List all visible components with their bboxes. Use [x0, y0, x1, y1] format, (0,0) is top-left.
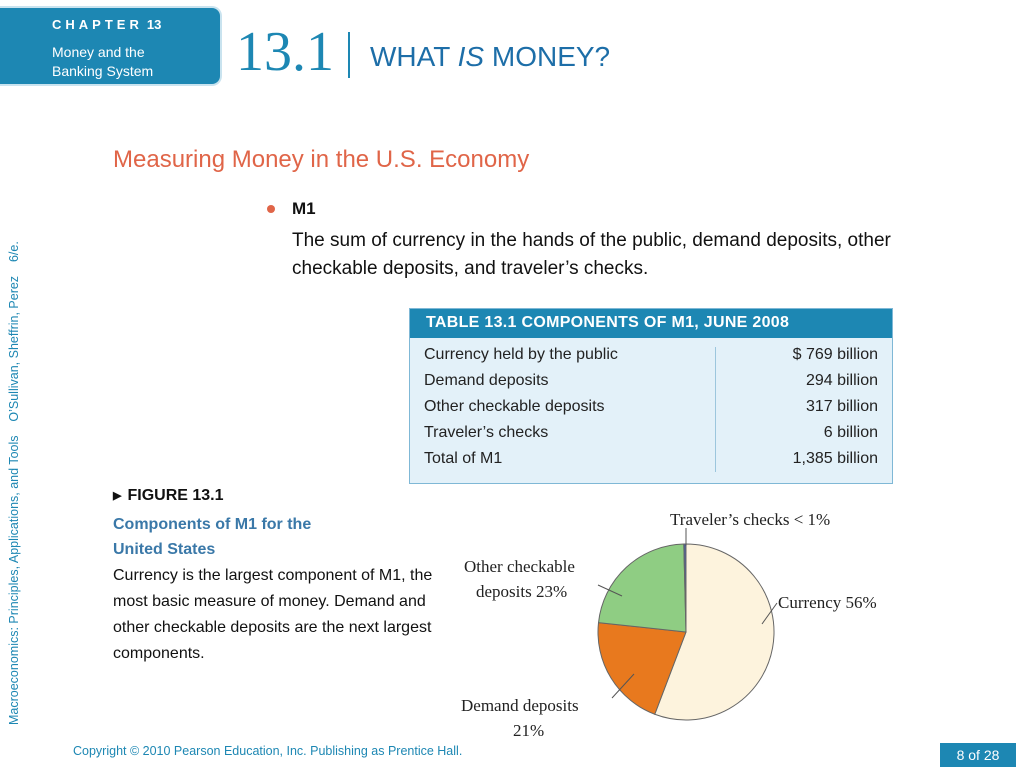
copyright-footer: Copyright © 2010 Pearson Education, Inc. Publishing as Prentice Hall. — [73, 744, 463, 758]
table-cell-value: 294 billion — [805, 372, 878, 389]
pie-label-demand-2: 21% — [513, 721, 545, 740]
page-number-badge: 8 of 28 — [940, 743, 1016, 767]
bullet-definition: The sum of currency in the hands of the public, demand deposits, other checkable deposits, and traveler’s checks. — [292, 230, 891, 279]
table-row — [410, 398, 892, 423]
chapter-tab — [0, 6, 222, 86]
figure-caption: Currency is the largest component of M1, the most basic measure of money. Demand and other checkable deposits are the next largest components. — [113, 567, 433, 662]
table-cell-value: 1,385 billion — [792, 450, 878, 467]
table-row — [410, 372, 892, 397]
chapter-label — [52, 17, 161, 32]
table-cell-value: 317 billion — [805, 398, 878, 415]
m1-pie-chart — [440, 500, 910, 745]
table-header: TABLE 13.1 COMPONENTS OF M1, JUNE 2008 — [410, 309, 892, 338]
figure-title-line1: Components of M1 for the — [113, 516, 312, 533]
table-cell-label: Demand deposits — [424, 372, 549, 389]
section-title-pre: WHAT — [370, 41, 458, 72]
section-divider — [348, 32, 350, 78]
pie-slice-other-checkable — [598, 544, 686, 632]
chapter-title-line1: Money and the — [52, 44, 145, 60]
table-cell-value: 6 billion — [823, 424, 878, 441]
table-cell-label: Traveler’s checks — [424, 424, 549, 441]
figure-label — [113, 487, 224, 505]
bullet-dot-icon — [267, 205, 275, 213]
bullet-term: M1 — [292, 199, 316, 218]
figure-title — [113, 512, 393, 562]
table-cell-value: $ 769 billion — [792, 346, 878, 363]
slide-subheading: Measuring Money in the U.S. Economy — [113, 146, 530, 173]
section-number: 13.1 — [236, 21, 334, 83]
table-row-total — [410, 450, 892, 475]
table-cell-label: Total of M1 — [424, 450, 503, 467]
pie-label-travelers: Traveler’s checks < 1% — [670, 510, 831, 529]
chapter-number: 13 — [146, 17, 162, 32]
table-row — [410, 424, 892, 449]
figure-title-line2: United States — [113, 541, 216, 558]
chapter-title-line2: Banking System — [52, 63, 154, 79]
figure-label-text: FIGURE 13.1 — [127, 487, 224, 504]
pie-label-currency: Currency 56% — [778, 593, 877, 612]
section-title-post: MONEY? — [484, 41, 611, 72]
pie-label-other-1: Other checkable — [464, 557, 575, 576]
chapter-title — [52, 43, 212, 81]
pie-label-demand-1: Demand deposits — [461, 696, 579, 715]
figure-arrow-icon: ▶ — [113, 490, 122, 502]
table-cell-label: Currency held by the public — [424, 346, 618, 363]
table-cell-label: Other checkable deposits — [424, 398, 605, 415]
pie-label-other-2: deposits 23% — [476, 582, 568, 601]
side-book-title: Macroeconomics: Principles, Applications, and Tools O’Sullivan, Sheffrin, Perez 6/e. — [7, 241, 21, 725]
m1-components-table — [409, 308, 893, 484]
chapter-label-text: CHAPTER — [52, 17, 143, 32]
table-row — [410, 346, 892, 371]
section-title — [370, 41, 610, 73]
section-title-em: IS — [457, 41, 485, 72]
